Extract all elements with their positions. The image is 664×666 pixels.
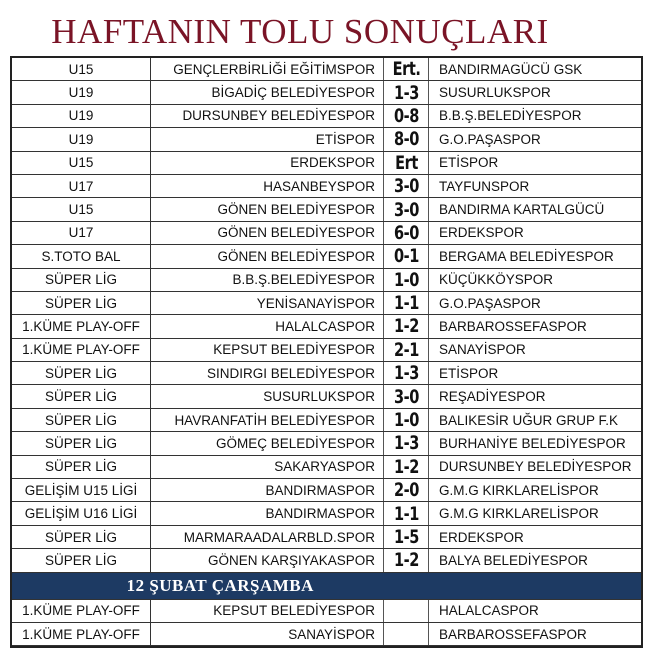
category-cell: 1.KÜME PLAY-OFF bbox=[12, 315, 151, 338]
result-row bbox=[12, 385, 641, 408]
score-cell: 1-1 bbox=[387, 502, 425, 525]
score-cell: 0-1 bbox=[387, 245, 425, 268]
home-team-cell: HALALCASPOR bbox=[151, 315, 384, 338]
score-cell: 3-0 bbox=[387, 385, 425, 408]
result-row bbox=[12, 268, 641, 291]
score-cell: 8-0 bbox=[387, 128, 425, 151]
category-cell: U19 bbox=[12, 128, 151, 151]
result-row bbox=[12, 479, 641, 502]
home-team-cell: BİGADİÇ BELEDİYESPOR bbox=[151, 81, 384, 104]
home-team-cell: GÖMEÇ BELEDİYESPOR bbox=[151, 432, 384, 455]
home-team-cell: HAVRANFATİH BELEDİYESPOR bbox=[151, 408, 384, 431]
result-row bbox=[12, 432, 641, 455]
home-team-cell: KEPSUT BELEDİYESPOR bbox=[151, 599, 384, 622]
date-header: 12 ŞUBAT ÇARŞAMBA bbox=[12, 572, 429, 599]
category-cell: U17 bbox=[12, 221, 151, 244]
category-cell: U15 bbox=[12, 58, 151, 81]
away-team-cell: ERDEKSPOR bbox=[429, 221, 642, 244]
category-cell: U15 bbox=[12, 151, 151, 174]
result-row bbox=[12, 502, 641, 525]
category-cell: 1.KÜME PLAY-OFF bbox=[12, 599, 151, 622]
away-team-cell: G.O.PAŞASPOR bbox=[429, 291, 642, 314]
fixture-row bbox=[12, 622, 641, 645]
home-team-cell: YENİSANAYİSPOR bbox=[151, 291, 384, 314]
away-team-cell: KÜÇÜKKÖYSPOR bbox=[429, 268, 642, 291]
score-cell: 1-3 bbox=[387, 81, 425, 104]
result-row bbox=[12, 198, 641, 221]
result-row bbox=[12, 338, 641, 361]
date-header-bar-right bbox=[429, 572, 642, 599]
away-team-cell: ETİSPOR bbox=[429, 362, 642, 385]
category-cell: SÜPER LİG bbox=[12, 362, 151, 385]
away-team-cell: B.B.Ş.BELEDİYESPOR bbox=[429, 104, 642, 127]
away-team-cell: G.O.PAŞASPOR bbox=[429, 128, 642, 151]
home-team-cell: ETİSPOR bbox=[151, 128, 384, 151]
result-row bbox=[12, 291, 641, 314]
home-team-cell: BANDIRMASPOR bbox=[151, 502, 384, 525]
home-team-cell: ERDEKSPOR bbox=[151, 151, 384, 174]
result-row bbox=[12, 104, 641, 127]
score-cell: 0-8 bbox=[387, 104, 425, 127]
home-team-cell: GENÇLERBİRLİĞİ EĞİTİMSPOR bbox=[151, 58, 384, 81]
away-team-cell: TAYFUNSPOR bbox=[429, 174, 642, 197]
score-cell: 1-5 bbox=[387, 525, 425, 548]
away-team-cell: REŞADİYESPOR bbox=[429, 385, 642, 408]
home-team-cell: B.B.Ş.BELEDİYESPOR bbox=[151, 268, 384, 291]
home-team-cell: BANDIRMASPOR bbox=[151, 479, 384, 502]
home-team-cell: SANAYİSPOR bbox=[151, 622, 384, 645]
category-cell: SÜPER LİG bbox=[12, 408, 151, 431]
score-cell: 1-3 bbox=[387, 362, 425, 385]
result-row bbox=[12, 549, 641, 572]
score-cell: 2-0 bbox=[387, 479, 425, 502]
home-team-cell: SAKARYASPOR bbox=[151, 455, 384, 478]
score-cell: Ert. bbox=[387, 58, 425, 81]
results-table bbox=[12, 58, 641, 646]
date-section bbox=[12, 572, 641, 599]
away-team-cell: DURSUNBEY BELEDİYESPOR bbox=[429, 455, 642, 478]
score-cell: 1-0 bbox=[387, 408, 425, 431]
score-cell: 2-1 bbox=[387, 338, 425, 361]
home-team-cell: GÖNEN BELEDİYESPOR bbox=[151, 221, 384, 244]
category-cell: U17 bbox=[12, 174, 151, 197]
result-row bbox=[12, 315, 641, 338]
score-cell: 1-0 bbox=[387, 268, 425, 291]
home-team-cell: GÖNEN KARŞIYAKASPOR bbox=[151, 549, 384, 572]
away-team-cell: ERDEKSPOR bbox=[429, 525, 642, 548]
result-row bbox=[12, 362, 641, 385]
result-row bbox=[12, 245, 641, 268]
score-cell: Ert bbox=[387, 151, 425, 174]
away-team-cell: G.M.G KIRKLARELİSPOR bbox=[429, 479, 642, 502]
score-cell: 1-3 bbox=[387, 432, 425, 455]
page-title: HAFTANIN TOLU SONUÇLARI bbox=[51, 12, 549, 51]
score-cell: 1-2 bbox=[387, 455, 425, 478]
upcoming-body bbox=[12, 599, 641, 646]
away-team-cell: BANDIRMA KARTALGÜCÜ bbox=[429, 198, 642, 221]
date-header-row bbox=[12, 572, 641, 599]
category-cell: U19 bbox=[12, 104, 151, 127]
category-cell: SÜPER LİG bbox=[12, 291, 151, 314]
home-team-cell: DURSUNBEY BELEDİYESPOR bbox=[151, 104, 384, 127]
result-row bbox=[12, 408, 641, 431]
away-team-cell: BALYA BELEDİYESPOR bbox=[429, 549, 642, 572]
home-team-cell: MARMARAADALARBLD.SPOR bbox=[151, 525, 384, 548]
fixture-row bbox=[12, 599, 641, 622]
score-cell: 6-0 bbox=[387, 221, 425, 244]
away-team-cell: BARBAROSSEFASPOR bbox=[429, 315, 642, 338]
category-cell: 1.KÜME PLAY-OFF bbox=[12, 622, 151, 645]
score-cell: 1-2 bbox=[387, 315, 425, 338]
result-row bbox=[12, 81, 641, 104]
score-cell: 3-0 bbox=[387, 174, 425, 197]
category-cell: SÜPER LİG bbox=[12, 385, 151, 408]
result-row bbox=[12, 525, 641, 548]
home-team-cell: GÖNEN BELEDİYESPOR bbox=[151, 245, 384, 268]
home-team-cell: HASANBEYSPOR bbox=[151, 174, 384, 197]
result-row bbox=[12, 128, 641, 151]
away-team-cell: G.M.G KIRKLARELİSPOR bbox=[429, 502, 642, 525]
score-cell bbox=[387, 599, 425, 622]
home-team-cell: KEPSUT BELEDİYESPOR bbox=[151, 338, 384, 361]
category-cell: U19 bbox=[12, 81, 151, 104]
category-cell: U15 bbox=[12, 198, 151, 221]
category-cell: SÜPER LİG bbox=[12, 455, 151, 478]
home-team-cell: SUSURLUKSPOR bbox=[151, 385, 384, 408]
result-row bbox=[12, 58, 641, 81]
result-row bbox=[12, 455, 641, 478]
category-cell: GELİŞİM U16 LİGİ bbox=[12, 502, 151, 525]
category-cell: 1.KÜME PLAY-OFF bbox=[12, 338, 151, 361]
score-cell: 1-1 bbox=[387, 291, 425, 314]
away-team-cell: BALIKESİR UĞUR GRUP F.K bbox=[429, 408, 642, 431]
away-team-cell: SUSURLUKSPOR bbox=[429, 81, 642, 104]
away-team-cell: BURHANİYE BELEDİYESPOR bbox=[429, 432, 642, 455]
home-team-cell: GÖNEN BELEDİYESPOR bbox=[151, 198, 384, 221]
away-team-cell: HALALCASPOR bbox=[429, 599, 642, 622]
results-body bbox=[12, 58, 641, 572]
result-row bbox=[12, 221, 641, 244]
away-team-cell: ETİSPOR bbox=[429, 151, 642, 174]
result-row bbox=[12, 151, 641, 174]
score-cell bbox=[387, 622, 425, 645]
category-cell: SÜPER LİG bbox=[12, 432, 151, 455]
category-cell: SÜPER LİG bbox=[12, 549, 151, 572]
category-cell: SÜPER LİG bbox=[12, 268, 151, 291]
away-team-cell: BARBAROSSEFASPOR bbox=[429, 622, 642, 645]
away-team-cell: BANDIRMAGÜCÜ GSK bbox=[429, 58, 642, 81]
result-row bbox=[12, 174, 641, 197]
category-cell: S.TOTO BAL bbox=[12, 245, 151, 268]
score-cell: 3-0 bbox=[387, 198, 425, 221]
category-cell: SÜPER LİG bbox=[12, 525, 151, 548]
category-cell: GELİŞİM U15 LİGİ bbox=[12, 479, 151, 502]
away-team-cell: BERGAMA BELEDİYESPOR bbox=[429, 245, 642, 268]
away-team-cell: SANAYİSPOR bbox=[429, 338, 642, 361]
home-team-cell: SINDIRGI BELEDİYESPOR bbox=[151, 362, 384, 385]
score-cell: 1-2 bbox=[387, 549, 425, 572]
